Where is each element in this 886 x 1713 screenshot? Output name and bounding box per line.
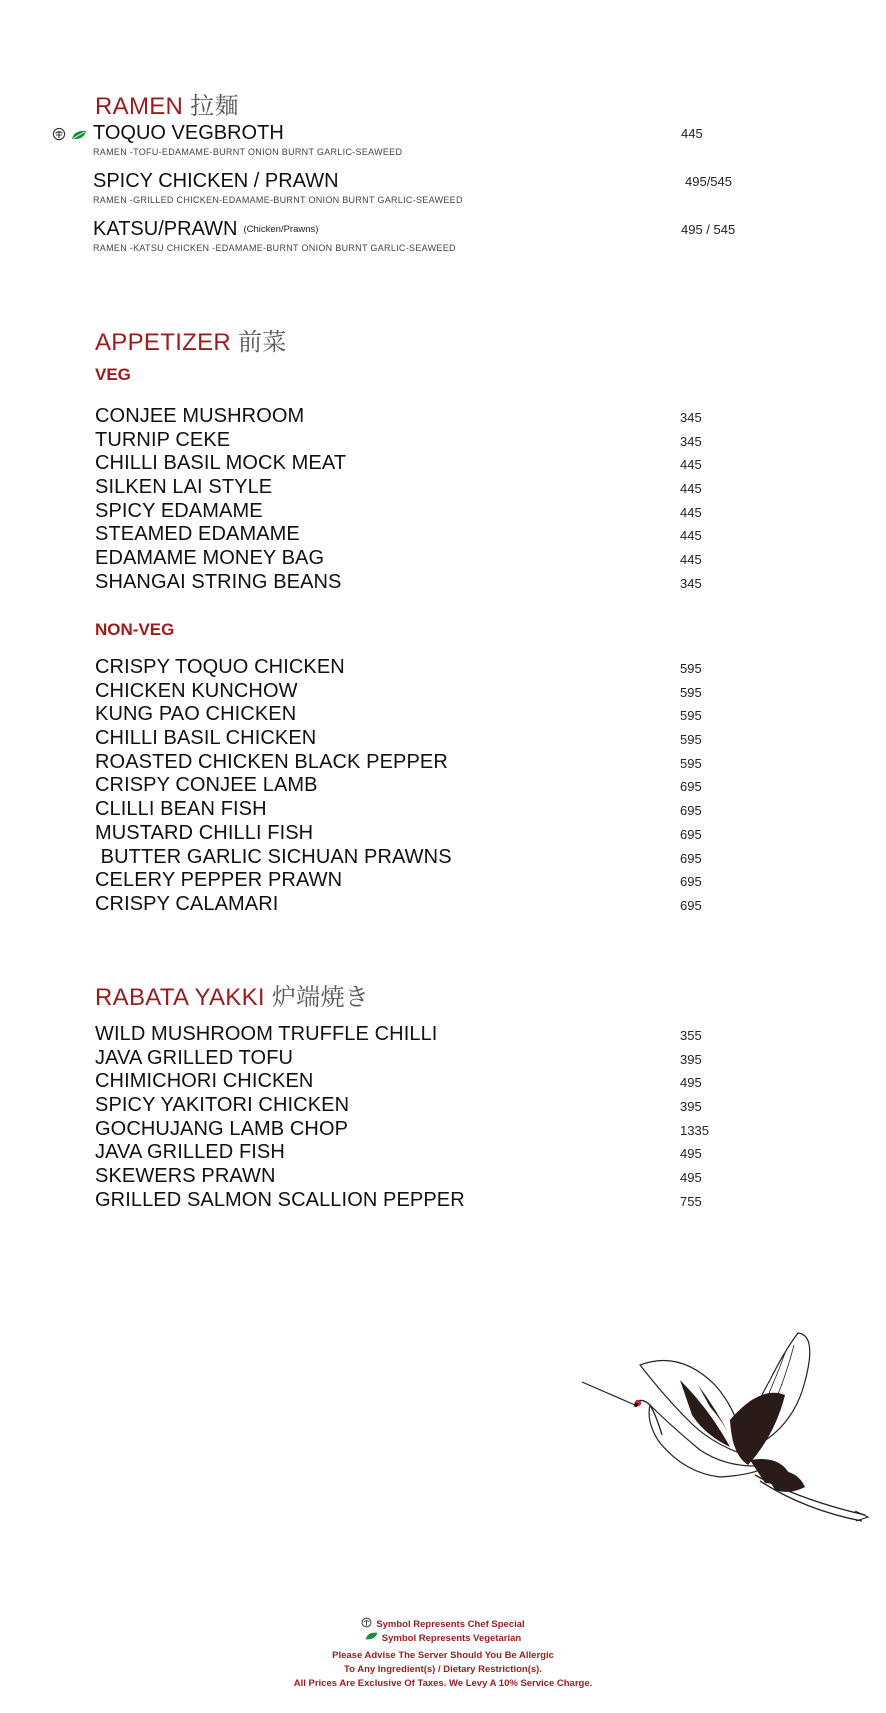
rabata-title-cjk: 炉端焼き — [271, 983, 370, 1011]
item-price: 395 — [680, 1099, 702, 1115]
item-price: 345 — [680, 410, 702, 425]
ramen-item-price: 445 — [681, 126, 703, 141]
item-name: EDAMAME MONEY BAG — [95, 547, 325, 570]
item-name: CRISPY CONJEE LAMB — [95, 774, 318, 797]
item-price: 595 — [680, 684, 702, 700]
list-item — [95, 405, 755, 429]
item-price: 695 — [680, 803, 702, 819]
item-price: 445 — [680, 481, 702, 497]
item-price: 1335 — [680, 1122, 709, 1138]
item-price: 445 — [680, 552, 702, 568]
item-price: 445 — [680, 528, 702, 544]
item-name: TURNIP CEKE — [95, 428, 231, 451]
ramen-item — [93, 218, 773, 253]
leaf-icon — [71, 128, 87, 146]
item-name: ROASTED CHICKEN BLACK PEPPER — [95, 750, 448, 773]
list-item — [95, 429, 755, 453]
nonveg-list — [95, 656, 755, 917]
item-price: 695 — [680, 874, 702, 890]
ramen-item-note: (Chicken/Prawns) — [243, 224, 319, 235]
ramen-item-desc: RAMEN -TOFU-EDAMAME-BURNT ONION BURNT GARLIC-SEAWEED — [93, 147, 403, 157]
item-name: SPICY YAKITORI CHICKEN — [95, 1094, 350, 1117]
veg-subtitle: VEG — [95, 365, 131, 384]
item-name: SPICY EDAMAME — [95, 499, 263, 522]
list-item — [95, 869, 755, 893]
item-name: JAVA GRILLED TOFU — [95, 1046, 294, 1069]
ramen-title-cjk: 拉麺 — [190, 92, 239, 120]
legend-vegetarian-text: Symbol Represents Vegetarian — [381, 1632, 522, 1644]
list-item — [95, 680, 755, 704]
list-item — [95, 1141, 755, 1165]
ramen-item-price: 495 / 545 — [681, 222, 736, 237]
item-name: CLILLI BEAN FISH — [95, 798, 267, 821]
list-item — [95, 1165, 755, 1189]
item-name: CRISPY CALAMARI — [95, 892, 279, 915]
veg-list — [95, 405, 755, 595]
allergy-line-1: Please Advise The Server Should You Be Allergic — [332, 1650, 554, 1661]
item-name: SHANGAI STRING BEANS — [95, 570, 342, 593]
list-item — [95, 751, 755, 775]
item-price: 695 — [680, 826, 702, 842]
appetizer-title-cjk: 前菜 — [238, 328, 287, 356]
list-item — [95, 774, 755, 798]
ramen-item-name: KATSU/PRAWN — [93, 218, 238, 240]
item-name: SILKEN LAI STYLE — [95, 476, 273, 499]
item-name: WILD MUSHROOM TRUFFLE CHILLI — [95, 1023, 438, 1045]
tax-line: All Prices Are Exclusive Of Taxes. We Levy A 10% Service Charge. — [293, 1678, 593, 1689]
appetizer-section-title — [95, 322, 287, 357]
ramen-section-title — [95, 86, 239, 121]
ramen-item-price: 495/545 — [685, 174, 732, 189]
list-item — [95, 500, 755, 524]
item-name: CELERY PEPPER PRAWN — [95, 869, 343, 892]
item-price: 345 — [680, 433, 702, 449]
item-price: 595 — [680, 755, 702, 771]
item-price: 595 — [680, 708, 702, 724]
ramen-item-desc: RAMEN -KATSU CHICKEN -EDAMAME-BURNT ONION BURNT GARLIC-SEAWEED — [93, 243, 456, 253]
list-item — [95, 703, 755, 727]
item-price: 595 — [680, 661, 702, 676]
item-price: 695 — [680, 779, 702, 795]
list-item — [95, 1094, 755, 1118]
list-item — [95, 1189, 755, 1213]
footer-notes — [0, 1617, 886, 1691]
item-price: 595 — [680, 732, 702, 748]
item-name: CHIMICHORI CHICKEN — [95, 1070, 314, 1093]
list-item — [95, 798, 755, 822]
list-item — [95, 547, 755, 571]
item-name: CONJEE MUSHROOM — [95, 405, 305, 427]
item-price: 445 — [680, 457, 702, 473]
list-item — [95, 571, 755, 595]
list-item — [95, 1070, 755, 1094]
ramen-item-name: SPICY CHICKEN / PRAWN — [93, 170, 339, 192]
ramen-item-name: TOQUO VEGBROTH — [93, 122, 284, 144]
item-price: 695 — [680, 850, 702, 866]
item-name: CHICKEN KUNCHOW — [95, 679, 298, 702]
list-item — [95, 893, 755, 917]
crane-illustration — [580, 1325, 870, 1545]
item-name: MUSTARD CHILLI FISH — [95, 821, 314, 844]
rabata-title-en: RABATA YAKKI — [95, 984, 265, 1011]
item-price: 495 — [680, 1146, 702, 1162]
list-item — [95, 822, 755, 846]
list-item — [95, 1047, 755, 1071]
item-price: 395 — [680, 1051, 702, 1067]
list-item — [95, 523, 755, 547]
rabata-section-title — [95, 977, 369, 1012]
item-price: 345 — [680, 575, 702, 591]
ramen-item — [93, 122, 773, 157]
item-price: 755 — [680, 1193, 702, 1209]
list-item — [95, 727, 755, 751]
item-price: 695 — [680, 897, 702, 913]
item-name: GRILLED SALMON SCALLION PEPPER — [95, 1188, 465, 1211]
item-name: CRISPY TOQUO CHICKEN — [95, 656, 345, 678]
item-price: 495 — [680, 1170, 702, 1186]
ramen-title-en: RAMEN — [95, 93, 184, 120]
ramen-item — [93, 170, 773, 205]
nonveg-subtitle: NON-VEG — [95, 620, 175, 639]
appetizer-title-en: APPETIZER — [95, 329, 232, 356]
list-item — [95, 1023, 755, 1047]
leaf-icon — [365, 1631, 378, 1646]
list-item — [95, 656, 755, 680]
item-price: 495 — [680, 1075, 702, 1091]
list-item — [95, 1118, 755, 1142]
rabata-list — [95, 1023, 755, 1213]
item-name: SKEWERS PRAWN — [95, 1165, 276, 1188]
legend-chef-special-text: Symbol Represents Chef Special — [376, 1619, 525, 1630]
item-price: 445 — [680, 504, 702, 520]
chef-hat-icon — [52, 127, 66, 146]
list-item — [95, 476, 755, 500]
item-name: BUTTER GARLIC SICHUAN PRAWNS — [95, 845, 452, 868]
allergy-line-2: To Any Ingredient(s) / Dietary Restriction(s). — [344, 1664, 542, 1675]
item-name: CHILLI BASIL MOCK MEAT — [95, 452, 347, 475]
list-item — [95, 452, 755, 476]
item-price: 355 — [680, 1028, 702, 1043]
ramen-item-desc: RAMEN -GRILLED CHICKEN-EDAMAME-BURNT ONION BURNT GARLIC-SEAWEED — [93, 195, 463, 205]
list-item — [95, 846, 755, 870]
item-name: CHILLI BASIL CHICKEN — [95, 727, 317, 750]
legend-vegetarian — [365, 1631, 521, 1646]
item-name: KUNG PAO CHICKEN — [95, 703, 297, 726]
item-name: JAVA GRILLED FISH — [95, 1141, 285, 1164]
item-name: GOCHUJANG LAMB CHOP — [95, 1117, 349, 1140]
item-name: STEAMED EDAMAME — [95, 523, 300, 546]
